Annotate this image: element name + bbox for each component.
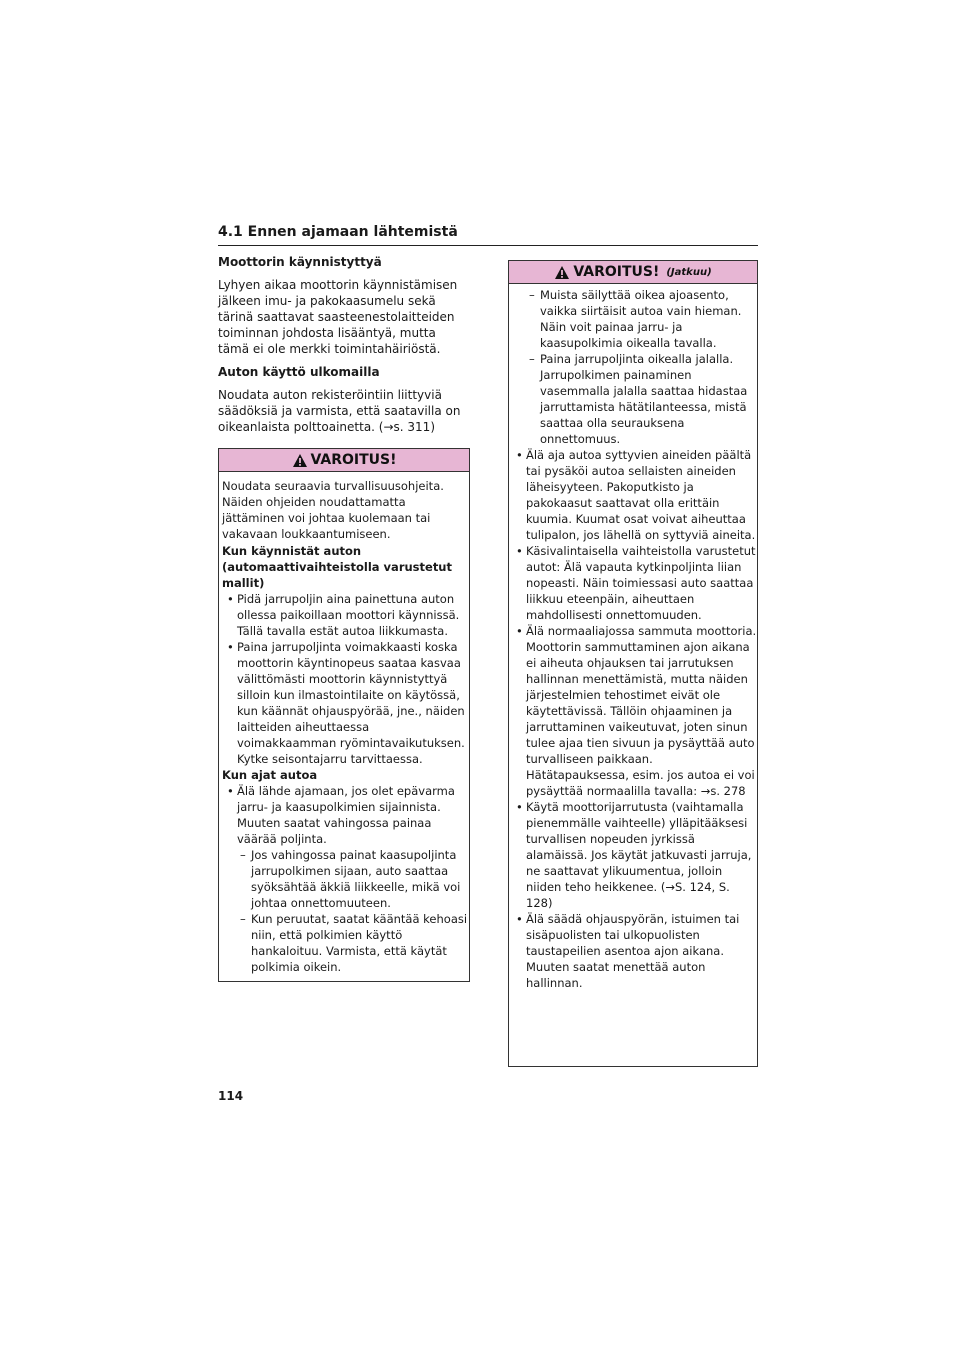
bullet-mark: • [227,640,234,654]
warning-subheading-driving: Kun ajat autoa [222,768,318,782]
list-item [222,783,469,847]
dash-mark: – [240,848,246,862]
list-item [511,911,757,991]
warning-triangle-icon [554,265,570,280]
warning-header-continued [509,261,757,284]
sub-list-item-text: Muista säilyttää oikea ajoasento, vaikka siirtäisit autoa vain hieman. Näin voit painaa jarru- ja kaasupolkimia oikealla tavalla. [540,288,742,350]
warning-body [219,472,469,981]
page-number: 114 [218,1089,244,1103]
bullet-mark: • [227,784,234,798]
dash-mark: – [529,352,535,366]
list-item-text: Älä normaaliajossa sammuta moottoria. Moottorin sammuttaminen ajon aikana ei aiheuta ohjauksen tai jarrutuksen hallinnan menettämistä, mutta näiden järjestelmien tehostimet eivät ole käytettävissä. Tällöin ohjaaminen ja jarruttaminen vaikeutuvat, joten sinun tulee ajaa tien sivuun ja pysäyttää auto turvalliseen paikkaan. Hätätapauksessa, esim. jos autoa ei voi pysäyttää normaalilla tavalla: →s. 278 [526,624,757,798]
continued-label: (Jatkuu) [666,266,712,278]
section-header: 4.1 Ennen ajamaan lähtemistä [218,222,758,246]
list-item-text: Pidä jarrupoljin aina painettuna auton ollessa paikoillaan moottori käynnissä. Tällä tavalla estät autoa liikkumasta. [237,592,460,638]
heading-abroad: Auton käyttö ulkomailla [218,365,380,379]
warning-title: VAROITUS! [573,264,660,280]
warning-title: VAROITUS! [310,452,397,468]
warning-box-continued [508,260,758,1067]
sub-list-item [222,847,469,911]
paragraph-engine-started: Lyhyen aikaa moottorin käynnistämisen jälkeen imu- ja pakokaasumelu sekä tärinä saattavat saasteenestolaitteiden toiminnan johdosta lisääntyä, mutta tämä ei ole merkki toimintahäiriöstä. [218,278,458,356]
warning-header [219,449,469,472]
sub-list-item-text: Kun peruutat, saatat kääntää kehoasi niin, että polkimien käyttö hankaloituu. Varmista, että käytät polkimia oikein. [251,912,468,974]
paragraph-abroad: Noudata auton rekisteröintiin liittyviä säädöksiä ja varmista, että saatavilla on oikeanlaista polttoainetta. (→s. 311) [218,388,461,434]
dash-mark: – [529,288,535,302]
warning-subheading-start: Kun käynnistät auton (automaattivaihteistolla varustetut mallit) [222,544,452,590]
list-item [511,799,757,911]
list-item-text: Älä lähde ajamaan, jos olet epävarma jarru- ja kaasupolkimien sijainnista. Muuten saatat vahingossa painaa väärää poljinta. [237,784,455,846]
right-column [508,260,758,1067]
list-item-text: Älä aja autoa syttyvien aineiden päältä tai pysäköi autoa sellaisten aineiden läheisyyteen. Pakoputkisto ja pakokaasut saattavat olla erittäin kuumia. Kuumat osat voivat aiheuttaa tulipalon, jos lähellä on syttyviä aineita. [526,448,756,542]
sub-list-item-text: Jos vahingossa painat kaasupoljinta jarrupolkimen sijaan, auto saattaa syöksähtää äkkiä liikkeelle, mikä voi johtaa onnettomuuteen. [251,848,461,910]
list-item-text: Älä säädä ohjauspyörän, istuimen tai sisäpuolisten tai ulkopuolisten taustapeilien asentoa ajon aikana. Muuten saatat menettää auton hallinnan. [526,912,740,990]
list-item-text: Käytä moottorijarrutusta (vaihtamalla pienemmälle vaihteelle) ylläpitääksesi turvallisen nopeuden jyrkissä alamäissä. Jos käytät jatkuvasti jarruja, ne saattavat ylikuumentua, jolloin niiden teho heikkenee. (→S. 124, S. 128) [526,800,752,910]
list-item-text: Käsivalintaisella vaihteistolla varustetut autot: Älä vapauta kytkinpoljinta liian nopeasti. Näin toimiessasi auto saattaa liikkuu eteenpäin, aiheuttaen mahdollisesti onnettomuuden. [526,544,756,622]
bullet-mark: • [516,448,523,462]
sub-list-item [511,287,757,351]
bullet-mark: • [516,800,523,814]
sub-list-item [511,351,757,447]
dash-mark: – [240,912,246,926]
sub-list-item-text: Paina jarrupoljinta oikealla jalalla. Jarrupolkimen painaminen vasemmalla jalalla saattaa hidastaa jarruttamista hätätilanteessa, mistä saattaa olla seurauksena onnettomuus. [540,352,748,446]
warning-box [218,448,470,982]
bullet-mark: • [516,624,523,638]
heading-engine-started: Moottorin käynnistyttyä [218,255,382,269]
bullet-mark: • [516,544,523,558]
warning-triangle-icon [292,453,308,468]
warning-body-continued [509,284,757,997]
sub-list-item [222,911,469,975]
bullet-mark: • [227,592,234,606]
bullet-mark: • [516,912,523,926]
list-item-text: Paina jarrupoljinta voimakkaasti koska moottorin käyntinopeus saataa kasvaa välittömästi moottorin käynnistyttyä silloin kun ilmastointilaite on käytössä, kun käännät ohjauspyörää, jne., näiden laitteiden aiheuttaessa voimakkaamman ryömintavaikutuksen. Kytke seisontajarru tarvittaessa. [237,640,465,766]
list-item [222,591,469,639]
list-item [222,639,469,767]
list-item [511,543,757,623]
warning-intro: Noudata seuraavia turvallisuusohjeita. Näiden ohjeiden noudattamatta jättäminen voi johtaa kuolemaan tai vakavaan loukkaantumiseen. [222,479,444,541]
list-item [511,623,757,799]
left-column [218,254,470,982]
list-item [511,447,757,543]
